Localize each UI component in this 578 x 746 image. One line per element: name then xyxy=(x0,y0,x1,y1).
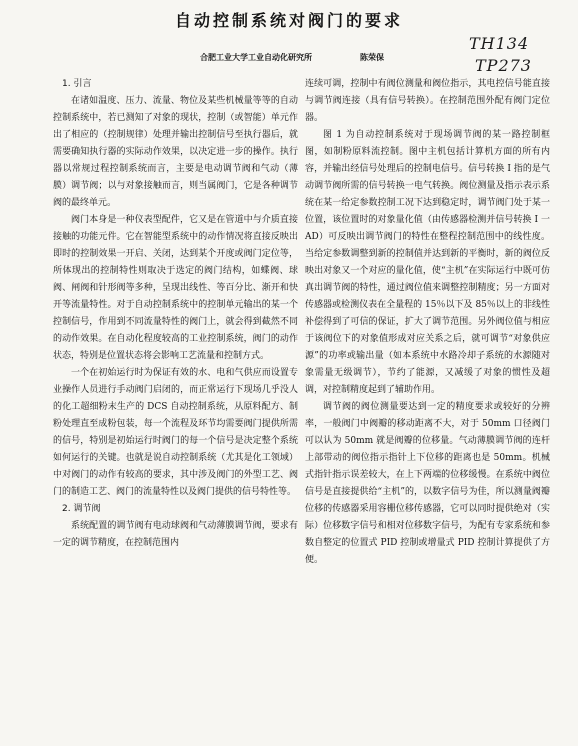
page-title: 自动控制系统对阀门的要求 xyxy=(174,11,403,30)
paragraph: 阀门本身是一种仪表型配件，它又是在管道中与介质直接接触的功能元件。它在智能型系统中的动作情况将直接反映出即时的控制效果一开启、关闭，达到某个开度或阀门定位等，所体现出的控制特性则取决于选定的阀门结构，如蝶阀、球阀、闸阀和针形阀等多种，呈现出线性、等百分比、渐开和快开等流量特性。对于自动控制系统中的控制单元输出的某一个控制信号，作用到不同流量特性的阀门上，就会得到截然不同的动作效果。在自动化程度较高的工业控制系统，阀门的动作状态，特别是位置状态将会影响工艺流量和控制方式。 xyxy=(53,215,298,361)
author-name: 陈荣保 xyxy=(360,53,384,62)
author-affiliation: 合肥工业大学工业自动化研究所 xyxy=(200,53,312,62)
right-column xyxy=(305,76,550,569)
paragraph: 图 1 为自动控制系统对于现场调节阀的某一路控制框图，如制粉原料流控制。图中主机包括计算机方面的所有内容，并输出经信号处理后的控制电信号。信号转换 I 指的是气动调节阀所需的信号转换一电气转换。阀位测量及指示表示系统在某一给定参数控制工况下达到稳定时，调节阀门处于某一位置，该位置时的对象量化值（由传感器检测并信号转换 I 一AD）可反映出调节阀门的特性在整程控制范围中的线性度。当给定参数调整到新的控制值并达到新的平衡时，新的阀位反映出对象又一个对应的量化值，使“主机”在实际运行中既可仿真出调节阀的特性，通过阀位值来调整控制精度；另一方面对传感器或检测仪表在全量程的 15％以下及 85％以上的非线性补偿得到了可信的保证，扩大了调节范围。另外阀位值与相应于该阀位下的对象值形成对应关系之后，就可调节“对象供应源”的功率或输出量（如本系统中水路冷却子系统的水源随对象需量无级调节），节约了能源，又减缓了对象的惯性及超调，对控制精度起到了辅助作用。 xyxy=(305,130,550,395)
paragraph: 在诸如温度、压力、流量、物位及某些机械量等等的自动控制系统中，若已测知了对象的现状，控制（或智能）单元作出了相应的（控制规律）处理并输出控制信号至执行器后，就需要确知执行器的实际动作效果，以决定进一步的操作。执行器以常规过程控制系统而言，主要是电动调节阀和气动（薄膜）调节阀；以与对象接触而言，则当属阀门，它是各种调节阀的最终单元。 xyxy=(53,96,298,208)
paragraph: 一个在初始运行时为保证有效的水、电和气供应而设置专业操作人员进行手动阀门启闭的，而正常运行下现场几乎没人的化工超细粉末生产的 DCS 自动控制系统，从原料配方、制粉处理直至成粉包装，每一个流程及环节均需要阀门提供所需的信号，特别是初始运行时阀门的每一个信号是决定整个系统如何运行的关键。也就是说自动控制系统（尤其是化工领域）中对阀门的动作有较高的要求，其中涉及阀门的外型工艺、阀门的制造工艺、阀门的流量特性以及阀门提供的信号特性等。 xyxy=(53,368,298,497)
paragraph: 系统配置的调节阀有电动球阀和气动薄膜调节阀，要求有一定的调节精度，在控制范围内 xyxy=(53,521,298,548)
handwritten-classification-1: TH134 xyxy=(469,34,530,53)
handwritten-classification-2: TP273 xyxy=(475,56,532,75)
section-heading-introduction: 1. 引言 xyxy=(62,79,92,89)
left-column xyxy=(53,76,298,552)
paragraph-continued: 连续可调，控制中有阀位测量和阀位指示，其电控信号能直接与调节阀连接（具有信号转换）。在控制范围外配有阀门定位器。 xyxy=(305,79,550,123)
paragraph: 调节阀的阀位测量要达到一定的精度要求或较好的分辨率，一般阀门中阀瓣的移动距离不大，对于 50mm 口径阀门可以认为 50mm 就是阀瓣的位移量。气动薄膜调节阀的连杆上部带动的阀位指示指针上下位移的距离也是 50mm。机械式指针指示误差较大，在上下两端的位移缓慢。在系统中阀位信号是直接提供给“主机”的，以数字信号为佳，所以测量阀瓣位移的传感器采用容栅位移传感器，它可以同时提供绝对（实际）位移数字信号和相对位移数字信号，为配有专家系统和参数自整定的位置式 PID 控制或增量式 PID 控制计算提供了方便。 xyxy=(305,402,550,565)
section-heading-regulating-valve: 2. 调节阀 xyxy=(62,504,101,514)
